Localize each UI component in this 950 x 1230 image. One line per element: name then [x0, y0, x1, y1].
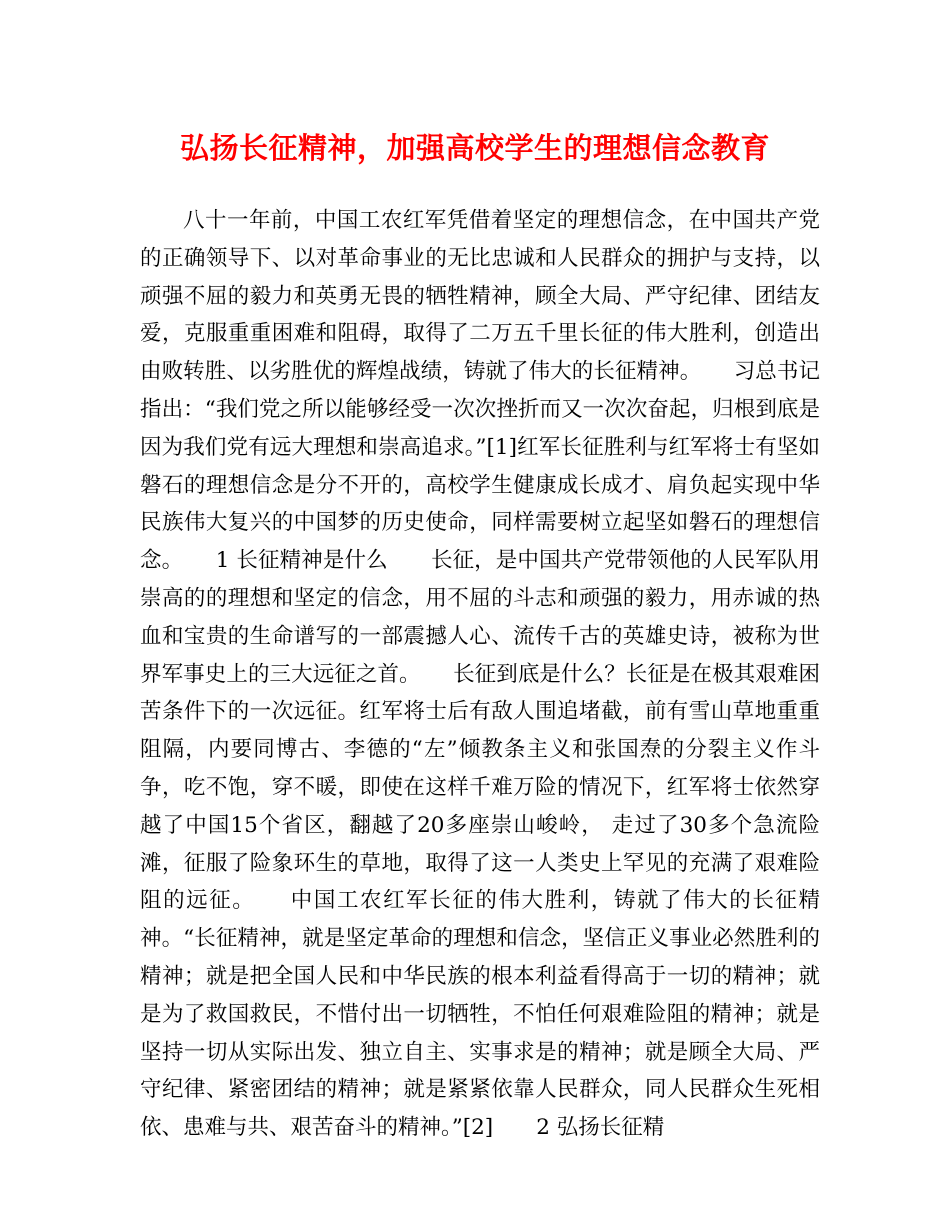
- document-body-paragraph: 八十一年前，中国工农红军凭借着坚定的理想信念，在中国共产党的正确领导下、以对革命事业的无比忠诚和人民群众的拥护与支持，以顽强不屈的毅力和英勇无畏的牺牲精神，顾全大局、严守纪律、团结友爱，克服重重困难和阻碍，取得了二万五千里长征的伟大胜利，创造出由败转胜、以劣胜优的辉煌战绩，铸就了伟大的长征精神。 习总书记指出：“我们党之所以能够经受一次次挫折而又一次次奋起，归根到底是因为我们党有远大理想和崇高追求。”[1]红军长征胜利与红军将士有坚如磐石的理想信念是分不开的，高校学生健康成长成才、肩负起实现中华民族伟大复兴的中国梦的历史使命，同样需要树立起坚如磐石的理想信念。 1 长征精神是什么 长征，是中国共产党带领他的人民军队用崇高的的理想和坚定的信念，用不屈的斗志和顽强的毅力，用赤诚的热血和宝贵的生命谱写的一部震撼人心、流传千古的英雄史诗，被称为世界军事史上的三大远征之首。 长征到底是什么？长征是在极其艰难困苦条件下的一次远征。红军将士后有敌人围追堵截，前有雪山草地重重阻隔，内要同博古、李德的“左”倾教条主义和张国焘的分裂主义作斗争，吃不饱，穿不暖，即使在这样千难万险的情况下，红军将士依然穿越了中国15个省区，翻越了20多座崇山峻岭， 走过了30多个急流险滩，征服了险象环生的草地，取得了这一人类史上罕见的充满了艰难险阻的远征。 中国工农红军长征的伟大胜利，铸就了伟大的长征精神。“长征精神，就是坚定革命的理想和信念，坚信正义事业必然胜利的精神；就是把全国人民和中华民族的根本利益看得高于一切的精神；就是为了救国救民，不惜付出一切牺牲，不怕任何艰难险阻的精神；就是坚持一切从实际出发、独立自主、实事求是的精神；就是顾全大局、严守纪律、紧密团结的精神；就是紧紧依靠人民群众，同人民群众生死相依、患难与共、艰苦奋斗的精神。”[2] 2 弘扬长征精: [140, 208, 820, 1141]
- document-title: 弘扬长征精神，加强高校学生的理想信念教育: [179, 131, 770, 165]
